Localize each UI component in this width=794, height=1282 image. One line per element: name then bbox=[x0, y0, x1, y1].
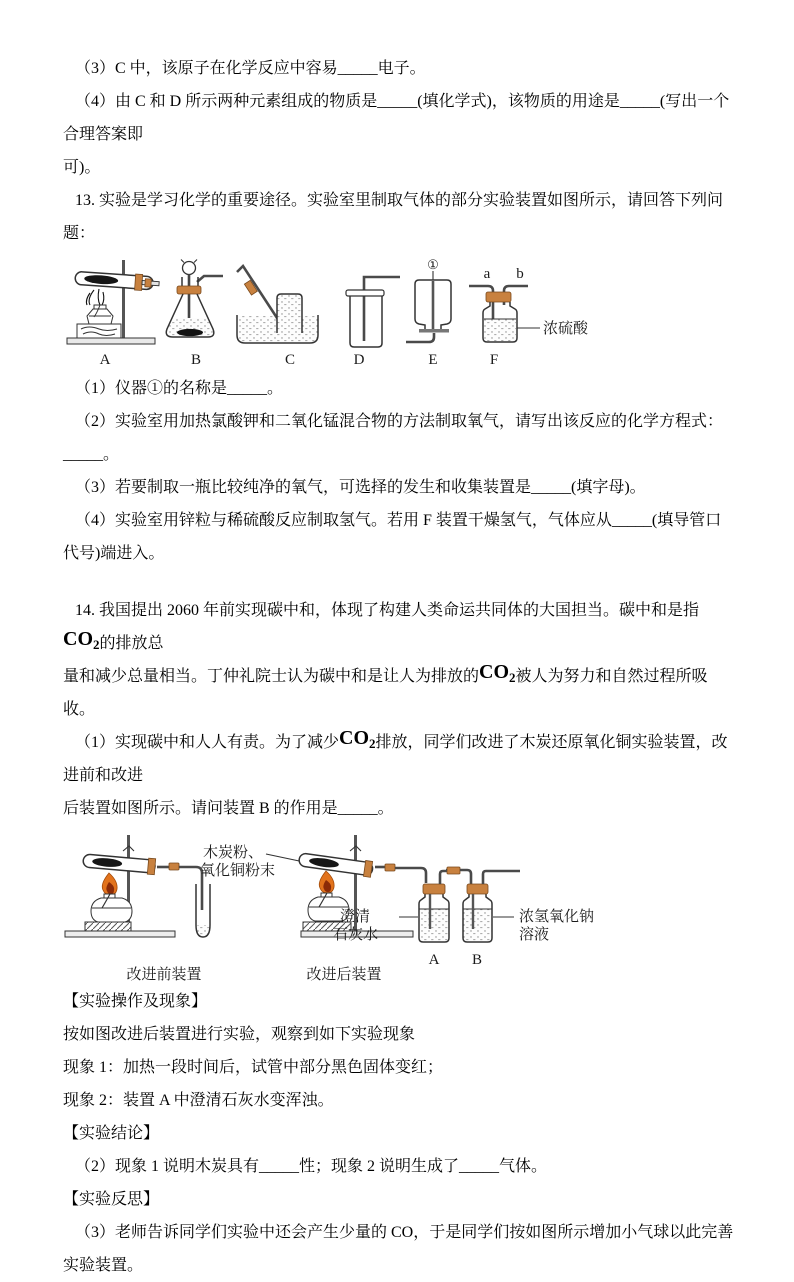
question-12-4: （4）由 C 和 D 所示两种元素组成的物质是_____(填化学式)，该物质的用途是_____(写出一个合理答案即 可)。 bbox=[63, 93, 730, 176]
conclusion-header: 【实验结论】 bbox=[63, 1125, 160, 1142]
apparatus-e-inverted-bottle bbox=[406, 258, 451, 368]
apparatus-f-drying-bottle bbox=[469, 266, 589, 368]
question-13-3: （3）若要制取一瓶比较纯净的氧气，可选择的发生和收集装置是_____(填字母)。 bbox=[75, 479, 646, 496]
svg-text:木炭粉、: 木炭粉、 bbox=[203, 845, 264, 861]
charcoal-reduction-figure bbox=[63, 833, 663, 983]
reflection-header: 【实验反思】 bbox=[63, 1191, 160, 1208]
apparatus-c-water-trough bbox=[237, 266, 318, 368]
port-a-label: a bbox=[483, 266, 491, 282]
gas-washing-bottle-a bbox=[333, 871, 449, 968]
svg-text:溶液: 溶液 bbox=[519, 927, 550, 943]
apparatus-label-a: A bbox=[99, 352, 111, 368]
co2-formula: $CO_2$ bbox=[63, 628, 100, 652]
after-caption: 改进后装置 bbox=[306, 967, 382, 983]
observation-1: 现象 1：加热一段时间后，试管中部分黑色固体变红； bbox=[63, 1059, 444, 1076]
question-14-1: （1）实现碳中和人人有责。为了减少$CO_2$排放，同学们改进了木炭还原氧化铜实验装置，改进前和改进 后装置如图所示。请问装置 B 的作用是_____。 bbox=[63, 727, 728, 817]
acid-label: 浓硫酸 bbox=[543, 321, 589, 337]
apparatus-label-d: D bbox=[353, 352, 365, 368]
question-14-stem: 14. 我国提出 2060 年前实现碳中和，体现了构建人类命运共同体的大国担当。碳中和是指 $CO_2$的排放总 量和减少总量相当。丁仲礼院士认为碳中和是让人为排放的$CO_2$被人为努力和自然过程所吸收。 bbox=[63, 602, 708, 718]
ops-header: 【实验操作及现象】 bbox=[63, 993, 208, 1010]
test-tube bbox=[75, 270, 160, 292]
after-improvement-apparatus bbox=[298, 835, 594, 983]
bottle-b-letter: B bbox=[471, 952, 483, 968]
gas-apparatus-figure bbox=[63, 258, 730, 370]
ops-intro: 按如图改进后装置进行实验，观察到如下实验现象 bbox=[63, 1026, 416, 1043]
apparatus-label-e: E bbox=[428, 352, 438, 368]
apparatus-b-flask-setup bbox=[166, 260, 223, 369]
question-13-stem: 13. 实验是学习化学的重要途径。实验室里制取气体的部分实验装置如图所示，请回答下列问题： bbox=[63, 192, 724, 242]
lamp-stand-block bbox=[85, 922, 131, 931]
svg-text:氧化铜粉末: 氧化铜粉末 bbox=[200, 863, 276, 879]
gas-washing-bottle-b bbox=[463, 871, 594, 968]
svg-text:澄清: 澄清 bbox=[339, 909, 370, 925]
co2-formula: $CO_2$ bbox=[479, 661, 516, 685]
flame bbox=[319, 871, 334, 893]
svg-text:石灰水: 石灰水 bbox=[332, 927, 378, 943]
bottle-a-letter: A bbox=[428, 952, 440, 968]
port-b-label: b bbox=[516, 266, 524, 282]
observation-2: 现象 2：装置 A 中澄清石灰水变浑浊。 bbox=[63, 1092, 334, 1109]
alcohol-lamp bbox=[87, 305, 113, 324]
question-14-3: （3）老师告诉同学们实验中还会产生少量的 CO，于是同学们按如图所示增加小气球以此完善实验装置。 bbox=[63, 1224, 734, 1274]
co2-formula: $CO_2$ bbox=[339, 727, 376, 751]
question-12-3: （3）C 中，该原子在化学反应中容易_____电子。 bbox=[75, 60, 426, 77]
apparatus-a-heating-setup bbox=[67, 260, 160, 368]
reagent-label bbox=[200, 844, 304, 879]
question-14-2: （2）现象 1 说明木炭具有_____性；现象 2 说明生成了_____气体。 bbox=[75, 1158, 548, 1175]
before-improvement-apparatus bbox=[65, 835, 210, 983]
alcohol-lamp bbox=[91, 894, 132, 922]
question-13-1: （1）仪器①的名称是_____。 bbox=[75, 380, 284, 397]
question-13-2: （2）实验室用加热氯酸钾和二氧化锰混合物的方法制取氧气，请写出该反应的化学方程式： _____。 bbox=[63, 413, 724, 463]
flame-sketch bbox=[86, 289, 103, 305]
apparatus-label-c: C bbox=[284, 352, 296, 368]
before-caption: 改进前装置 bbox=[126, 967, 202, 983]
apparatus-label-b: B bbox=[190, 352, 202, 368]
question-13-4: （4）实验室用锌粒与稀硫酸反应制取氢气。若用 F 装置干燥氢气，气体应从_____(填导管口代号)端进入。 bbox=[63, 512, 722, 562]
reaction-test-tube bbox=[83, 852, 156, 874]
apparatus-d-gas-bottle bbox=[346, 277, 400, 368]
reaction-test-tube bbox=[298, 851, 374, 877]
svg-text:浓氢氧化钠: 浓氢氧化钠 bbox=[519, 909, 595, 925]
apparatus-label-f: F bbox=[489, 352, 499, 368]
wood-block bbox=[77, 324, 121, 338]
flame bbox=[102, 873, 117, 895]
circled-1-label: ① bbox=[427, 258, 439, 272]
